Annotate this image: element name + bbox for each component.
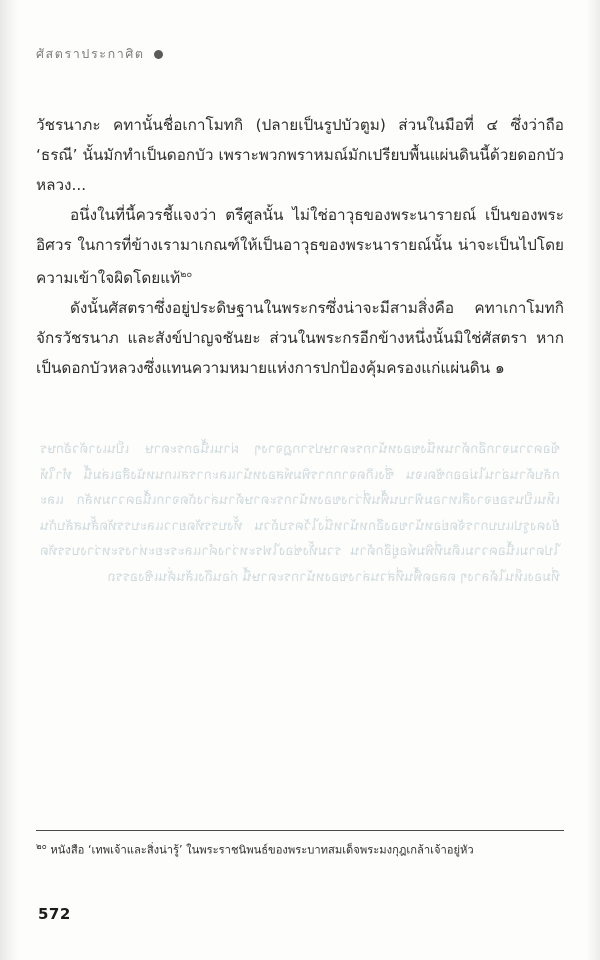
footnote-reference: ๒๐ bbox=[180, 269, 193, 280]
footnote-divider bbox=[36, 830, 564, 831]
footnote-text: หนังสือ ‘เทพเจ้าและสิ่งน่ารู้’ ในพระราชนิพนธ์ของพระบาทสมเด็จพระมงกุฎเกล้าเจ้าอยู่หัว bbox=[50, 843, 474, 857]
paragraph-1 bbox=[36, 110, 564, 200]
paragraph-1-text: วัชรนาภะ คทานั้นชื่อเกาโมทกิ (ปลายเป็นรูปบัวตูม) ส่วนในมือที่ ๔ ซึ่งว่าถือ ‘ธรณี’ นั้นมักทำเป็นดอกบัว เพราะพวกพราหมณ์มักเปรียบพื้นแผ่นดินนี้ด้วยดอกบัวหลวง... bbox=[36, 116, 564, 194]
paragraph-2-text: อนึ่งในที่นี้ควรชี้แจงว่า ตรีศูลนั้น ไม่ใช่อาวุธของพระนารายณ์ เป็นของพระอิศวร ในการที่ข้างเรามาเกณฑ์ให้เป็นอาวุธของพระนารายณ์นั้น น่าจะเป็นไปโดยความเข้าใจผิดโดยแท้ bbox=[36, 206, 564, 288]
page-number: 572 bbox=[38, 905, 71, 923]
running-header bbox=[36, 44, 163, 64]
page-show-through-text: ข้อความจากอีกด้านหนึ่งของหน้ากระดาษปรากฏจางๆ ผ่านเนื้อกระดาษ เป็นเงาตัวอักษรกลับด้านอ่านไม่ออกชัดเจน ซึ่งเกิดจากการพิมพ์สองหน้าและการสแกนหนังสือเล่มนี้ ทำให้เห็นเป็นรอยจางสีเทาอมฟ้าบนพื้นที่ว่างของหน้ากระดาษด้านล่างถัดจากเนื้อความหลัก และยังคงรูปแบบการจัดย่อหน้าของอีกหน้าหนึ่งไว้ครบถ้วน ทั้งบรรทัดยาวและบรรทัดสั้นสลับกันไปตามเนื้อความเดิมที่พิมพ์อยู่อีกด้าน รวมทั้งช่องไฟระหว่างคำและระยะห่างระหว่างบรรทัดที่มองเห็นได้ลางๆ ตลอดพื้นที่ส่วนล่างของหน้ากระดาษนี้ ก่อนถึงเส้นคั่นเชิงอรรถ bbox=[40, 442, 560, 585]
paragraph-3 bbox=[36, 293, 564, 383]
footnote-mark: ๒๐ bbox=[36, 842, 47, 852]
paragraph-3-text: ดังนั้นศัสตราซึ่งอยู่ประดิษฐานในพระกรซึ่งน่าจะมีสามสิ่งคือ คทาเกาโมทกิ จักรวัชรนาภ และสังข์ปาญจชันยะ ส่วนในพระกรอีกข้างหนึ่งนั้นมิใช่ศัสตรา หากเป็นดอกบัวหลวงซึ่งแทนความหมายแห่งการปกป้องคุ้มครองแก่แผ่นดิน ๑ bbox=[36, 299, 564, 378]
page-body-text bbox=[36, 110, 564, 383]
footnote bbox=[36, 838, 564, 860]
bullet-dot-icon bbox=[154, 50, 163, 59]
running-header-title: ศัสตราประกาศิต bbox=[36, 46, 145, 61]
paragraph-2 bbox=[36, 200, 564, 293]
